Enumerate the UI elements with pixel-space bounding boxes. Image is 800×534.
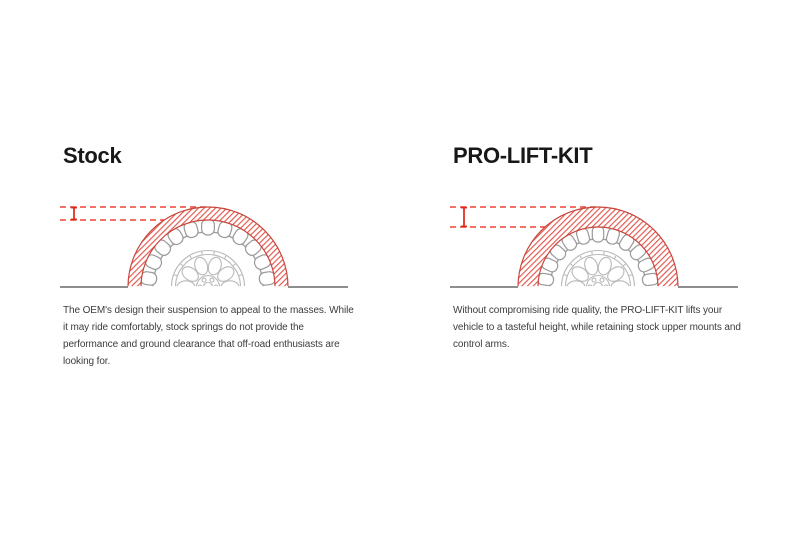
wheel-assembly xyxy=(518,207,678,292)
wheel-rim xyxy=(562,251,635,293)
wheel-diagram-pro-lift-kit xyxy=(448,195,748,292)
pro-lift-kit-description: Without compromising ride quality, the PRO-LIFT-KIT lifts your vehicle to a tasteful height, while retaining stock upper mounts and control arms. xyxy=(453,305,741,350)
wheel-diagram-stock xyxy=(58,195,358,292)
wheel-rim xyxy=(172,251,245,293)
panel-stock xyxy=(58,144,358,404)
stock-description: The OEM's design their suspension to appeal to the masses. While it may ride comfortably, stock springs do not provide the performance and ground clearance that off-road enthusiasts are looking for. xyxy=(63,305,354,367)
stock-title: Stock xyxy=(63,143,122,168)
pro-lift-kit-title: PRO-LIFT-KIT xyxy=(453,143,593,168)
gap-measurement-marker-icon xyxy=(71,207,77,220)
gap-measurement-marker-icon xyxy=(461,207,467,227)
panel-pro-lift-kit xyxy=(448,144,748,404)
